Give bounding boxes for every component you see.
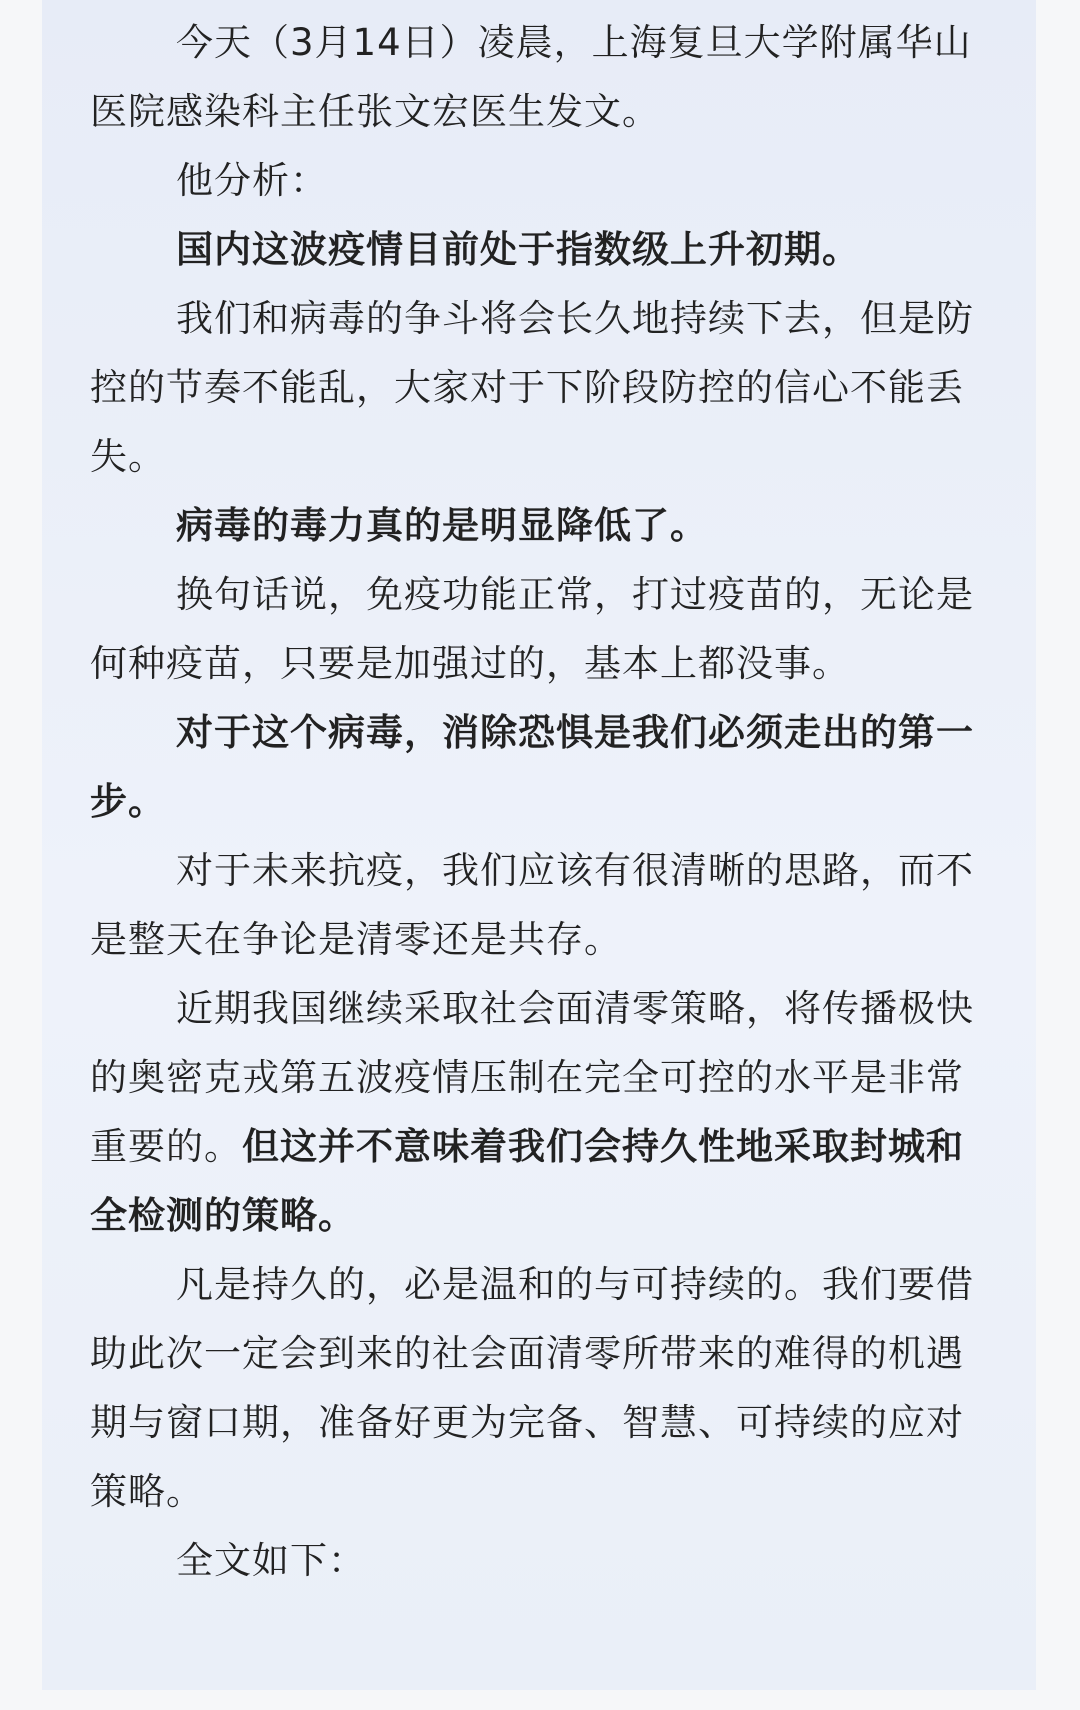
bold-text-segment: 国内这波疫情目前处于指数级上升初期。 xyxy=(176,228,860,271)
article-body xyxy=(90,8,996,1595)
article-paragraph xyxy=(90,1250,996,1526)
bold-text-segment: 但这并不意味着我们会持久性地采取封城和全检测的策略。 xyxy=(90,1125,964,1237)
text-segment: 对于未来抗疫，我们应该有很清晰的思路，而不是整天在争论是清零还是共存。 xyxy=(90,849,974,961)
article-paragraph xyxy=(90,146,996,215)
text-segment: 全文如下： xyxy=(176,1539,366,1582)
text-segment: 凡是持久的，必是温和的与可持续的。我们要借助此次一定会到来的社会面清零所带来的难得的机遇期与窗口期，准备好更为完备、智慧、可持续的应对策略。 xyxy=(90,1263,974,1513)
article-paragraph xyxy=(90,1526,996,1595)
article-paragraph xyxy=(90,284,996,491)
article-paragraph xyxy=(90,698,996,836)
text-segment: 换句话说，免疫功能正常，打过疫苗的，无论是何种疫苗，只要是加强过的，基本上都没事。 xyxy=(90,573,974,685)
text-segment: 今天（3月14日）凌晨，上海复旦大学附属华山医院感染科主任张文宏医生发文。 xyxy=(90,21,972,133)
decorative-stripe-yellow xyxy=(1030,1195,1036,1690)
article-paragraph xyxy=(90,215,996,284)
bold-text-segment: 病毒的毒力真的是明显降低了。 xyxy=(176,504,708,547)
text-segment: 他分析： xyxy=(176,159,328,202)
text-segment: 近期我国继续采取社会面清零策略，将传播极快的奥密克戎第五波疫情压制在完全可控的水平是非常重要的。 xyxy=(90,987,974,1168)
article-paragraph xyxy=(90,836,996,974)
article-paragraph xyxy=(90,560,996,698)
article-paragraph xyxy=(90,491,996,560)
bold-text-segment: 对于这个病毒，消除恐惧是我们必须走出的第一步。 xyxy=(90,711,974,823)
article-paragraph xyxy=(90,8,996,146)
article-paragraph xyxy=(90,974,996,1250)
text-segment: 我们和病毒的争斗将会长久地持续下去，但是防控的节奏不能乱，大家对于下阶段防控的信心不能丢失。 xyxy=(90,297,974,478)
